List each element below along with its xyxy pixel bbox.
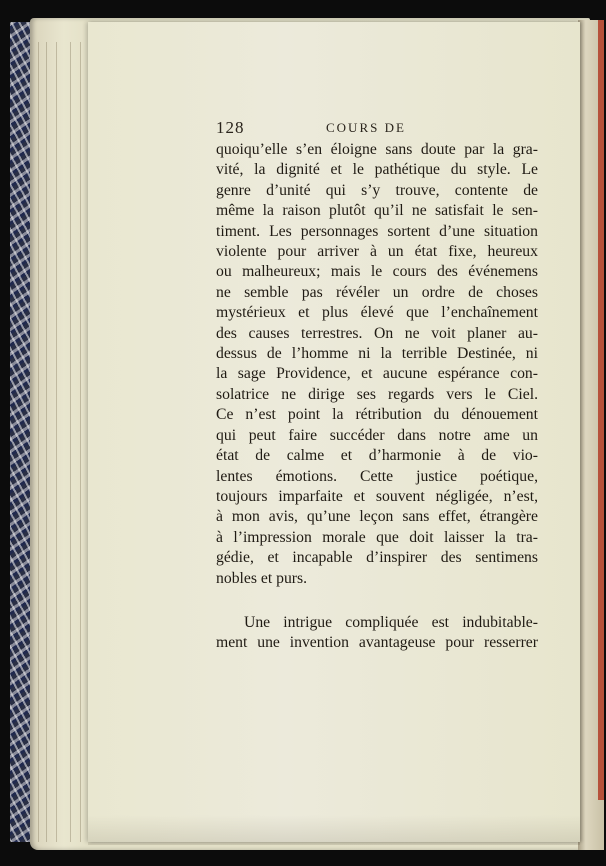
edge-line: [70, 42, 71, 842]
text-line: toujours imparfaite et souvent négligée, n’est,: [216, 487, 538, 505]
text-line: Une intrigue compliquée est indubitable-: [244, 613, 538, 631]
text-line: gédie, et incapable d’inspirer des sentimens: [216, 549, 538, 567]
text-line: même la raison plutôt qu’il ne satisfait le sen-: [216, 202, 538, 220]
text-line: ne semble pas révéler un ordre de choses: [216, 283, 538, 301]
text-line: à mon avis, qu’une leçon sans effet, étrangère: [216, 508, 538, 526]
text-line: Ce n’est point la rétribution du dénouement: [216, 406, 538, 424]
text-line: la sage Providence, et aucune espérance con-: [216, 365, 538, 383]
paragraph-1: [216, 140, 538, 589]
edge-line: [56, 42, 57, 842]
text-line: mystérieux et plus élevé que l’enchaînement: [216, 304, 538, 322]
red-page-edge: [598, 20, 604, 800]
text-line: dessus de l’homme ni la terrible Destinée, ni: [216, 345, 538, 363]
text-line: lentes émotions. Cette justice poétique,: [216, 467, 538, 485]
text-line: des causes terrestres. On ne voit planer au-: [216, 324, 538, 342]
edge-line: [46, 42, 47, 842]
paragraph-2: [216, 613, 538, 654]
text-line: violente pour arriver à un état fixe, heureux: [216, 243, 538, 261]
body-text: [216, 140, 538, 654]
edge-line: [80, 42, 81, 842]
text-line: à l’impression morale que doit laisser la tra-: [216, 528, 538, 546]
text-line: quoiqu’elle s’en éloigne sans doute par la gra-: [216, 141, 538, 158]
page-shadow: [88, 815, 580, 845]
text-line: vité, la dignité et le pathétique du style. Le: [216, 161, 538, 179]
text-line: ment une invention avantageuse pour resserrer: [216, 634, 538, 652]
text-line: timent. Les personnages sortent d’une situation: [216, 222, 538, 240]
text-line: genre d’unité qui s’y trouve, contente de: [216, 181, 538, 199]
paragraph-gap: [216, 589, 538, 613]
text-line: état de calme et d’harmonie à de vio-: [216, 447, 538, 465]
text-line: solatrice ne dirige ses regards vers le Ciel.: [216, 385, 538, 403]
text-line: nobles et purs.: [216, 569, 308, 587]
text-line: ou malheureux; mais le cours des événemens: [216, 263, 538, 281]
running-head: COURS DE: [326, 120, 406, 135]
page-number: 128: [216, 118, 245, 137]
text-line: qui peut faire succéder dans notre ame un: [216, 426, 538, 444]
edge-line: [38, 42, 39, 842]
page-header: [216, 118, 536, 142]
